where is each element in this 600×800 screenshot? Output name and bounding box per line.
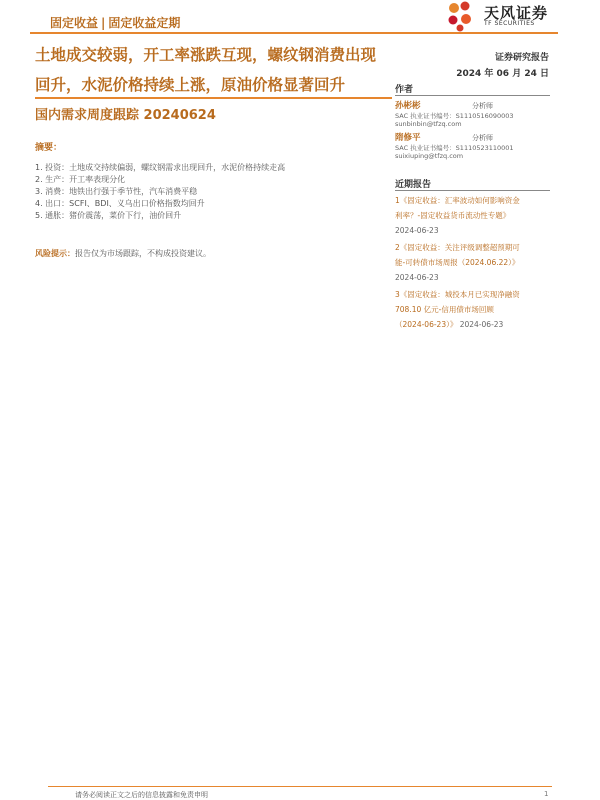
risk-label: 风险提示： bbox=[35, 249, 75, 258]
logo-text-cn: 天风证券 bbox=[484, 4, 549, 22]
authors-divider bbox=[395, 95, 550, 96]
author-cert: SAC 执业证书编号：S1110516090003 bbox=[395, 112, 514, 120]
risk-text: 报告仅为市场跟踪，不构成投资建议。 bbox=[75, 249, 211, 258]
author-name: 隋修平 bbox=[395, 133, 421, 143]
recent-reports-heading: 近期报告 bbox=[395, 180, 432, 190]
logo-text-en: TF SECURITIES bbox=[484, 20, 535, 27]
category-separator: | bbox=[101, 16, 106, 30]
report-category bbox=[50, 14, 180, 31]
recent-report-title: 利率？-固定收益货币流动性专题》 bbox=[395, 211, 511, 220]
recent-report-date: 2024-06-23 bbox=[459, 320, 504, 329]
title-line-1: 土地成交较弱，开工率涨跌互现，螺纹钢消费出现 bbox=[35, 46, 377, 64]
report-title bbox=[35, 40, 395, 100]
risk-warning bbox=[35, 248, 211, 259]
recent-report-date: 2024-06-23 bbox=[395, 273, 439, 282]
recent-report-item[interactable] bbox=[395, 193, 550, 238]
recent-report-title: 能-可转债市场周报（2024.06.22）》 bbox=[395, 258, 520, 267]
abstract-item: 2. 生产：开工率表现分化 bbox=[35, 175, 126, 184]
author-cert: SAC 执业证书编号：S1110523110001 bbox=[395, 144, 514, 152]
abstract-list bbox=[35, 162, 390, 222]
recent-reports-divider bbox=[395, 190, 550, 191]
header-divider bbox=[30, 32, 558, 34]
recent-report-item[interactable] bbox=[395, 240, 550, 285]
author-role: 分析师 bbox=[472, 134, 493, 142]
author-role: 分析师 bbox=[472, 102, 493, 110]
abstract-item: 1. 投资：土地成交持续偏弱，螺纹钢需求出现回升，水泥价格持续走高 bbox=[35, 163, 286, 172]
footer-divider bbox=[48, 786, 552, 787]
recent-report-date: 2024-06-23 bbox=[395, 226, 439, 235]
recent-report-item[interactable] bbox=[395, 287, 550, 332]
recent-report-title: （2024-06-23）》 bbox=[395, 320, 458, 329]
recent-report-title: 2《固定收益：关注评级调整超预期可 bbox=[395, 243, 520, 252]
abstract-item: 4. 出口：SCFI、BDI、义乌出口价格指数均回升 bbox=[35, 199, 205, 208]
subcategory-label: 固定收益定期 bbox=[108, 16, 181, 30]
footer-disclaimer: 请务必阅读正文之后的信息披露和免责申明 bbox=[75, 791, 208, 799]
report-subtitle: 国内需求周度跟踪 20240624 bbox=[35, 108, 216, 123]
author-email[interactable]: sunbinbin@tfzq.com bbox=[395, 120, 462, 128]
author-email[interactable]: suixiuping@tfzq.com bbox=[395, 152, 464, 160]
abstract-item: 5. 通胀：猪价震荡，菜价下行，油价回升 bbox=[35, 211, 182, 220]
report-type: 证券研究报告 bbox=[494, 53, 549, 63]
authors-heading: 作者 bbox=[395, 85, 414, 95]
recent-report-title: 1《固定收益：汇率波动如何影响资金 bbox=[395, 196, 520, 205]
recent-report-title: 708.10 亿元-信用债市场回顾 bbox=[395, 305, 494, 314]
abstract-item: 3. 消费：地铁出行强于季节性，汽车消费平稳 bbox=[35, 187, 198, 196]
title-line-2: 回升，水泥价格持续上涨，原油价格显著回升 bbox=[35, 76, 346, 94]
report-date: 2024 年 06 月 24 日 bbox=[456, 69, 549, 79]
author-name: 孙彬彬 bbox=[395, 101, 421, 111]
page-number: 1 bbox=[544, 790, 549, 798]
abstract-heading: 摘要： bbox=[35, 143, 63, 153]
title-divider bbox=[35, 97, 392, 99]
category-label: 固定收益 bbox=[50, 16, 99, 30]
recent-report-title: 3《固定收益：城投本月已实现净融资 bbox=[395, 290, 520, 299]
